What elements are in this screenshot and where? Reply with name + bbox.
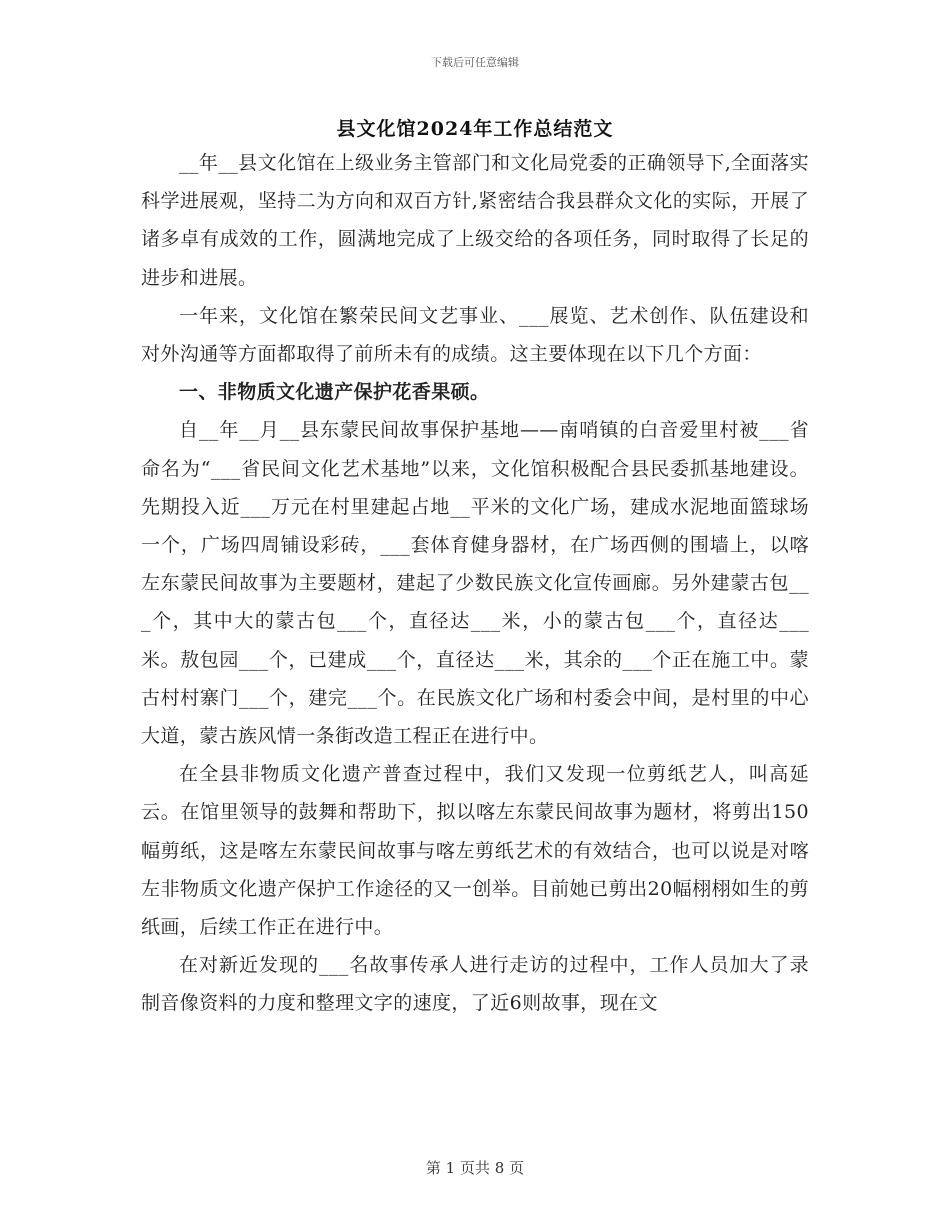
section-heading-1: 一、非物质文化遗产保护花香果硕。 [179,381,490,404]
document-title: 县文化馆2024年工作总结范文 [336,118,614,140]
paragraph-base-construction: 自__年__月__县东蒙民间故事保护基地——南哨镇的白音爱里村被___省命名为“___省民间文化艺术基地”以来，文化馆积极配合县民委抓基地建设。先期投入近___万元在村里建起占地__平米的文化广场，建成水泥地面篮球场一个，广场四周铺设彩砖，___套体育健身器材，在广场西侧的围墙上，以喀左东蒙民间故事为主要题材，建起了少数民族文化宣传画廊。另外建蒙古包___个，其中大的蒙古包___个，直径达___米，小的蒙古包___个，直径达___米。敖包园___个，已建成___个，直径达___米，其余的___个正在施工中。蒙古村村寨门___个，建完___个。在民族文化广场和村委会中间，是村里的中心大道，蒙古族风情一条街改造工程正在进行中。 [141,419,809,748]
paragraph-summary: 一年来，文化馆在繁荣民间文艺事业、___展览、艺术创作、队伍建设和对外沟通等方面都取得了前所未有的成绩。这主要体现在以下几个方面： [141,304,809,366]
page-number-footer: 第 1 页共 8 页 [425,1159,525,1177]
paragraph-intro: __年__县文化馆在上级业务主管部门和文化局党委的正确领导下,全面落实科学进展观，坚持二为方向和双百方针,紧密结合我县群众文化的实际，开展了诸多卓有成效的工作，圆满地完成了上级交给的各项任务，同时取得了长足的进步和进展。 [141,152,809,289]
paragraph-paper-cutting: 在全县非物质文化遗产普查过程中，我们又发现一位剪纸艺人，叫高延云。在馆里领导的鼓舞和帮助下，拟以喀左东蒙民间故事为题材，将剪出150幅剪纸，这是喀左东蒙民间故事与喀左剪纸艺术的有效结合，也可以说是对喀左非物质文化遗产保护工作途径的又一创举。目前她已剪出20幅栩栩如生的剪纸画，后续工作正在进行中。 [141,763,809,939]
document-body [141,144,809,1023]
paragraph-storytellers: 在对新近发现的___名故事传承人进行走访的过程中，工作人员加大了录制音像资料的力度和整理文字的速度，了近6则故事，现在文 [141,954,809,1015]
header-note: 下载后可任意编辑 [431,56,519,69]
